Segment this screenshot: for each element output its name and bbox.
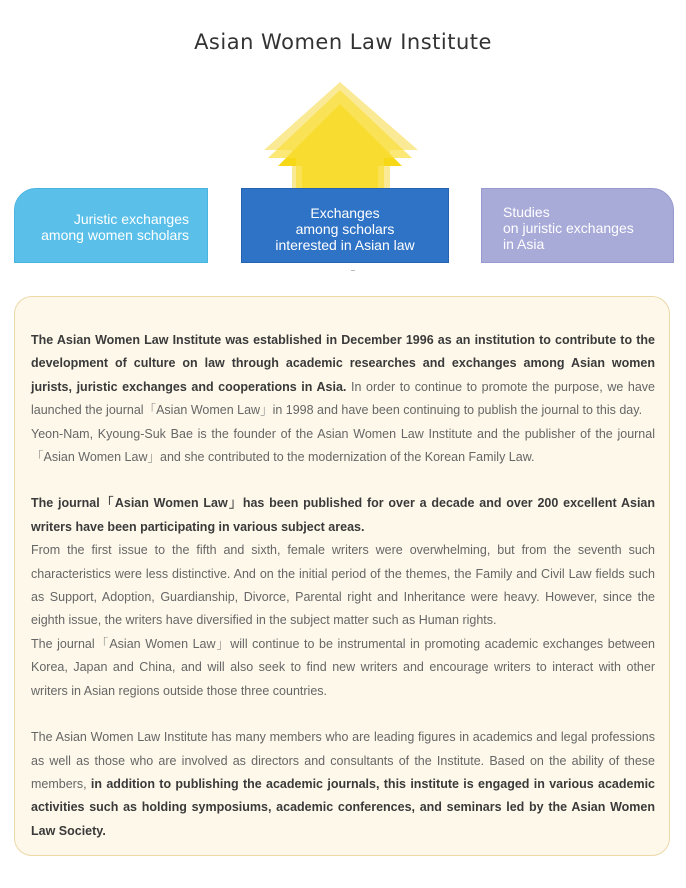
box-center-line-1: Exchanges xyxy=(310,205,380,221)
box-center-line-3: interested in Asian law xyxy=(275,237,415,253)
paragraph-3-normal: The Asian Women Law Institute has many members who are leading figures in academics and legal professions as well as those who are involved as directors and consultants of the Institute. Based on the ability of these members, xyxy=(31,730,655,791)
description-content xyxy=(31,329,655,843)
box-exchanges-asian-law xyxy=(241,188,449,263)
description-panel xyxy=(14,296,670,856)
paragraph-1-line-2: Yeon-Nam, Kyoung-Suk Bae is the founder of the Asian Women Law Institute and the publisher of the journal「Asian Women Law」and she contributed to the modernization of the Korean Family Law. xyxy=(31,426,655,465)
box-center-line-2: among scholars xyxy=(295,221,395,237)
paragraph-2-line-3: The journal「Asian Women Law」will continue to be instrumental in promoting academic exchanges between Korea, Japan and China, and will also seek to find new writers and encourage writers to interact with other writers in Asian regions outside those three countries. xyxy=(31,636,655,698)
up-arrow-icon xyxy=(262,80,424,190)
box-juristic-exchanges-women xyxy=(14,188,208,263)
paragraph-2-line-2: From the first issue to the fifth and sixth, female writers were overwhelming, but from the seventh such characteristics were less distinctive. And on the initial period of the themes, the Family and Civil Law fields such as Support, Adoption, Guardianship, Divorce, Parental right and Inheritance were heavy. However, since the eighth issue, the writers have diversified in the subject matter such as Human rights. xyxy=(31,543,655,628)
box-left-line-1: Juristic exchanges xyxy=(73,211,189,227)
paragraph-1-bold: The Asian Women Law Institute was established in December 1996 as an institution to contribute to the development of culture on law through academic researches and exchanges among Asian women jurists, juristic exchanges and cooperations in Asia. xyxy=(31,333,655,394)
paragraph-2 xyxy=(31,492,655,539)
box-studies-asia xyxy=(481,188,674,263)
box-right-line-2: on juristic exchanges xyxy=(503,220,634,236)
arrow-mid-layer xyxy=(268,90,412,190)
paragraph-1-normal: In order to continue to promote the purpose, we have launched the journal「Asian Women Law」in 1998 and have been continuing to publish the journal to this day. xyxy=(31,379,656,418)
divider-mark xyxy=(351,270,355,271)
paragraph-3 xyxy=(31,726,655,843)
paragraph-1 xyxy=(31,329,655,423)
box-left-line-2: among women scholars xyxy=(41,227,189,243)
paragraph-2-bold: The journal「Asian Women Law」has been published for over a decade and over 200 excellent Asian writers have been participating in various subject areas. xyxy=(31,496,655,534)
box-right-line-1: Studies xyxy=(503,204,550,220)
paragraph-3-bold: in addition to publishing the academic journals, this institute is engaged in various academic activities such as holding symposiums, academic conferences, and seminars led by the Asian Women Law Society. xyxy=(31,776,655,838)
page-title: Asian Women Law Institute xyxy=(194,30,492,54)
box-right-line-3: in Asia xyxy=(503,236,545,252)
